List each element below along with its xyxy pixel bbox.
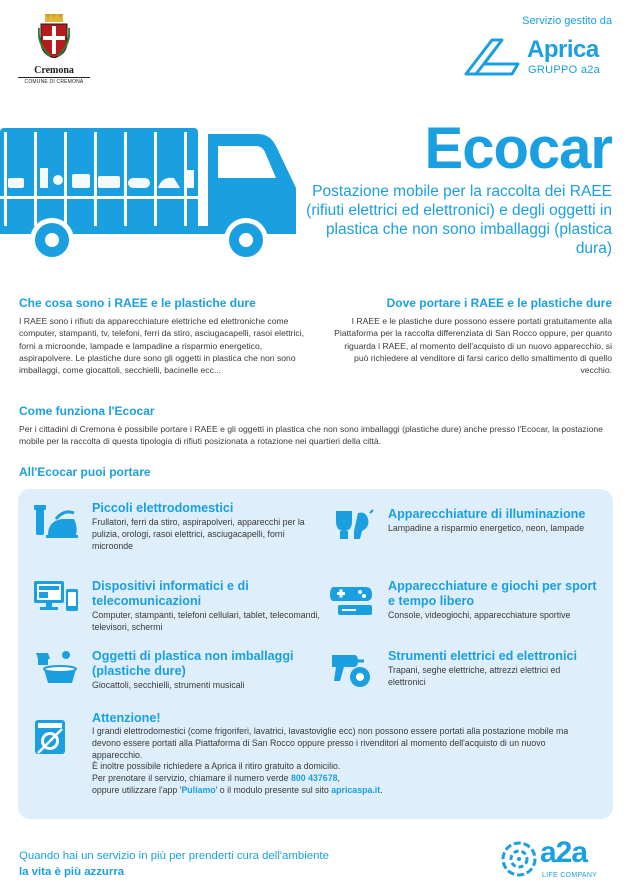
item-title: Strumenti elettrici ed elettronici — [388, 649, 577, 663]
section-title: Come funziona l'Ecocar — [19, 404, 155, 418]
no-large-appliances-icon — [34, 719, 66, 755]
section-title: Dove portare i RAEE e le plastiche dure — [386, 296, 612, 310]
items-panel — [18, 489, 613, 819]
item-desc: Lampadine a risparmio energetico, neon, lampade — [388, 523, 585, 533]
item-desc: Console, videogiochi, apparecchiature sportive — [388, 610, 571, 620]
item-title: Apparecchiature e giochi per sport e tempo libero — [388, 579, 597, 608]
page-subtitle: Postazione mobile per la raccolta dei RAEE (rifiuti elettrici ed elettronici) e degli oggetti in plastica che non sono imballaggi (plastica dura) — [306, 183, 612, 257]
site-link[interactable]: apricaspa.it — [331, 784, 381, 795]
attention-text-2: È inoltre possibile richiedere a Aprica il ritiro gratuito a domicilio. — [92, 761, 341, 772]
page-title: Ecocar — [424, 116, 612, 181]
ecocar-truck-icon — [0, 118, 300, 268]
a2a-brand-sub: LIFE COMPANY — [542, 872, 598, 879]
phone-prefix: Per prenotare il servizio, chiamare il numero verde — [92, 773, 291, 784]
a2a-brand: a2a — [540, 836, 588, 869]
item-desc: Computer, stampanti, telefoni cellulari, tablet, telecomandi, televisori, schermi — [92, 610, 320, 632]
how-it-works-section — [19, 404, 614, 448]
attention-text: I grandi elettrodomestici (come frigoriferi, lavatrici, lavastoviglie ecc) non possono essere portati alla postazione mobile ma devono essere portati alla Piattaforma di San Rocco oppure presso i rivenditori al momento dell'acquisto di un nuovo apparecchio. — [92, 726, 569, 760]
attention-phone-line — [92, 773, 597, 785]
item-title: Apparecchiature di illuminazione — [388, 507, 586, 521]
item-title: Piccoli elettrodomestici — [92, 501, 234, 515]
small-appliances-icon — [34, 501, 78, 541]
section-text: Per i cittadini di Cremona è possibile portare i RAEE e gli oggetti in plastica che non sono imballaggi (plastiche dure) anche presso l'Ecocar, la postazione mobile per la raccolta di questa tipologia di rifiuti posizionata a rotazione nei quartieri della città. — [19, 424, 603, 447]
crest-icon — [38, 14, 70, 58]
computer-devices-icon — [34, 579, 78, 619]
a2a-globe-icon — [500, 838, 538, 880]
app-prefix: oppure utilizzare l'app ' — [92, 784, 182, 795]
footer-tagline: Quando hai un servizio in più per prenderti cura dell'ambiente — [19, 850, 329, 862]
item-title: Oggetti di plastica non imballaggi (plastiche dure) — [92, 649, 294, 678]
power-tools-icon — [330, 649, 374, 689]
section-text: I RAEE e le plastiche dure possono essere portati gratuitamente alla Piattaforma per la raccolta differenziata di San Rocco oppure, per quanto riguarda i RAEE, al momento dell'acquisto di un nuovo apparecchio, si può richiedere al venditore di farsi carico dello smaltimento di quello vecchio. — [334, 316, 612, 376]
phone-suffix: , — [337, 773, 340, 784]
item-desc: Giocattoli, secchielli, strumenti musicali — [92, 680, 245, 690]
item-title: Dispositivi informatici e di telecomunicazioni — [92, 579, 249, 608]
attention-app-line — [92, 785, 597, 797]
managed-by-label: Servizio gestito da — [522, 15, 612, 27]
attention-title: Attenzione! — [92, 711, 161, 725]
phone-number[interactable]: 800 437678 — [291, 773, 338, 784]
item-desc: Frullatori, ferri da stiro, aspirapolveri, apparecchi per la pulizia, orologi, rasoi elettrici, asciugacapelli, forni microonde — [92, 517, 305, 551]
lighting-icon — [330, 507, 374, 547]
aprica-mark-icon — [462, 34, 522, 78]
aprica-logo — [462, 34, 612, 80]
city-logo — [18, 14, 90, 85]
section-text: I RAEE sono i rifiuti da apparecchiature elettriche ed elettroniche come computer, stampanti, tv, telefoni, ferri da stiro, asciugacapelli, rasoi elettrici, forni a microonde, lampade e lampadine a risparmio energetico, aspirapolvere. Le plastiche dure sono gli oggetti in plastica che non sono imballaggi, come giocattoli, secchielli, bacinelle ecc... — [19, 316, 304, 376]
footer-tagline-bold: la vita è più azzurra — [19, 866, 125, 878]
site-suffix: . — [380, 784, 383, 795]
a2a-logo — [500, 836, 612, 886]
city-subtitle: COMUNE DI CREMONA — [24, 79, 84, 85]
app-middle: ' o il modulo presente sul sito — [215, 784, 332, 795]
item-desc: Trapani, seghe elettriche, attrezzi elettrici ed elettronici — [388, 665, 561, 687]
what-raee-section — [19, 296, 317, 376]
section-title: Che cosa sono i RAEE e le plastiche dure — [19, 296, 256, 310]
aprica-group: GRUPPO a2a — [528, 64, 601, 76]
plastic-objects-icon — [34, 649, 78, 689]
bring-title: All'Ecocar puoi portare — [19, 465, 151, 479]
city-name: Cremona — [18, 65, 90, 78]
gamepad-icon — [330, 579, 374, 619]
app-name: Puliamo — [181, 784, 216, 795]
aprica-name: Aprica — [527, 36, 599, 63]
where-raee-section — [332, 296, 612, 376]
